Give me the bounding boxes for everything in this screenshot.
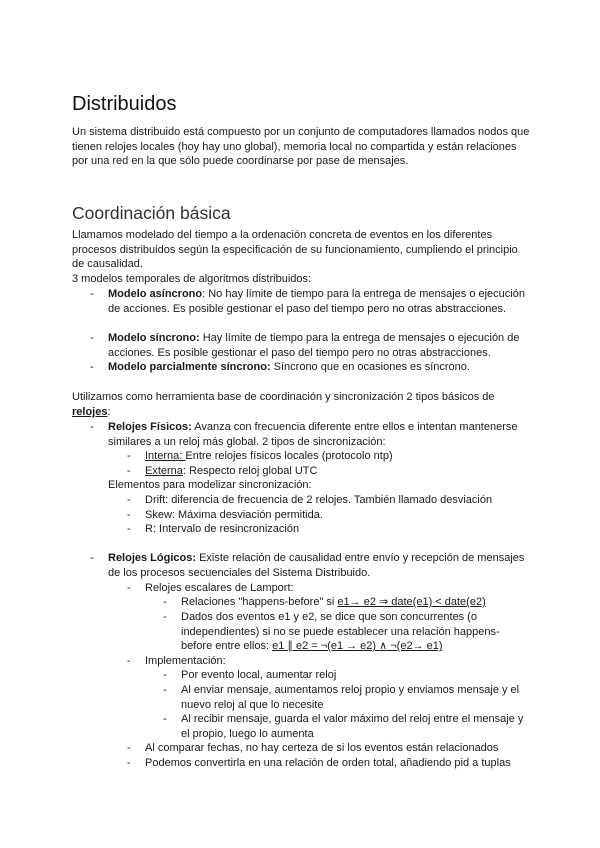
relation-text: Relaciones "happens-before" si (181, 596, 338, 608)
list-bullet: - (127, 757, 131, 769)
model-label: Modelo asíncrono (108, 288, 203, 300)
element-item: Drift: diferencia de frecuencia de 2 relojes. También llamado desviación (145, 494, 493, 506)
list-bullet: - (163, 611, 167, 623)
concurrency-formula: e1 ∥ e2 = ¬(e1 → e2) ∧ ¬(e2→ e1) (272, 640, 443, 653)
sync-text: Entre relojes físicos locales (protocolo ntp) (185, 450, 393, 462)
impl-step: Al recibir mensaje, guarda el valor máximo del reloj entre el mensaje y el propio, luego lo aumenta (181, 713, 524, 740)
timing-paragraph: Llamamos modelado del tiempo a la ordenación concreta de eventos en los diferentes procesos distribuidos según la especificación de su funcionamiento, cumpliendo el principio de causalidad. (72, 229, 518, 271)
list-bullet: - (90, 552, 94, 564)
logical-label: Relojes Lógicos: (108, 552, 197, 564)
list-item-physical-clocks (108, 420, 528, 449)
impl-step: Por evento local, aumentar reloj (181, 669, 337, 681)
elements-title: Elementos para modelizar sincronización: (108, 479, 312, 491)
list-bullet: - (127, 450, 131, 462)
list-item-async (108, 287, 528, 316)
extra-item: Podemos convertirla en una relación de orden total, añadiendo pid a tuplas (145, 757, 511, 769)
list-bullet: - (163, 713, 167, 725)
element-item: Skew: Máxima desviación permitida. (145, 509, 323, 521)
models-intro: 3 modelos temporales de algoritmos distribuidos: (72, 273, 312, 285)
list-bullet: - (90, 332, 94, 344)
sync-text: : Respecto reloj global UTC (182, 465, 318, 477)
list-bullet: - (127, 509, 131, 521)
list-item-logical-clocks (108, 551, 528, 580)
list-bullet: - (90, 288, 94, 300)
list-bullet: - (127, 655, 131, 667)
model-text: Hay límite de tiempo para la entrega de mensajes o ejecución de acciones. Es posible gestionar el paso del tiempo pero no otras abstracciones. (108, 332, 520, 359)
model-text: : No hay límite de tiempo para la entrega de mensajes o ejecución de acciones. Es posible gestionar el paso del tiempo pero no otras abstracciones. (108, 288, 525, 315)
list-bullet: - (90, 421, 94, 433)
lamport-item: Relojes escalares de Lamport: (145, 582, 294, 594)
list-bullet: - (127, 494, 131, 506)
list-bullet: - (127, 465, 131, 477)
concurrency-text: Dados dos eventos e1 y e2, se dice que son concurrentes (o independientes) si no se puede establecer una relación happens-before entre ellos: (181, 611, 500, 653)
happens-before-item (181, 595, 531, 610)
model-label: Modelo síncrono: (108, 332, 200, 344)
list-bullet: - (163, 669, 167, 681)
relojes-term: relojes (72, 405, 108, 418)
relation-formula: e1→ e2 ⇒ date(e1) < date(e2) (337, 596, 486, 608)
list-bullet: - (127, 742, 131, 754)
list-bullet: - (163, 596, 167, 608)
clocks-intro-colon: : (107, 405, 111, 418)
extra-item: Al comparar fechas, no hay certeza de si los eventos están relacionados (145, 742, 499, 754)
clocks-intro-text: Utilizamos como herramienta base de coordinación y sincronización 2 tipos básicos de (72, 391, 495, 403)
sync-external (145, 464, 525, 479)
clocks-intro (72, 390, 532, 419)
intro-paragraph: Un sistema distribuido está compuesto por un conjunto de computadores llamados nodos que tienen relojes locales (hoy hay uno global), memoria local no compartida y están relaciones por una red en la que sólo puede coordinarse por pase de mensajes. (72, 126, 530, 168)
page-title: Distribuidos (72, 93, 177, 115)
model-label: Modelo parcialmente síncrono: (108, 361, 271, 373)
physical-label: Relojes Físicos: (108, 421, 192, 433)
list-bullet: - (127, 523, 131, 535)
list-item-partial (108, 360, 528, 375)
element-item: R: Intervalo de resincronización (145, 523, 300, 535)
impl-step: Al enviar mensaje, aumentamos reloj propio y enviamos mensaje y el nuevo reloj al que lo necesite (181, 684, 520, 711)
sync-internal (145, 449, 525, 464)
sync-label: Externa (145, 465, 183, 477)
concurrency-item (181, 610, 516, 654)
list-bullet: - (163, 684, 167, 696)
logical-text: Existe relación de causalidad entre envío y recepción de mensajes de los procesos secuenciales del Sistema Distribuido. (108, 552, 525, 579)
physical-text: Avanza con frecuencia diferente entre ellos e intentan mantenerse similares a un reloj más global. 2 tipos de sincronización: (108, 421, 518, 448)
section-heading: Coordinación básica (72, 203, 231, 223)
model-text: Síncrono que en ocasiones es síncrono. (270, 361, 470, 373)
list-bullet: - (90, 361, 94, 373)
list-bullet: - (127, 582, 131, 594)
list-item-sync (108, 331, 528, 360)
implementation-item: Implementación: (145, 655, 226, 667)
sync-label: Interna: (145, 450, 186, 462)
